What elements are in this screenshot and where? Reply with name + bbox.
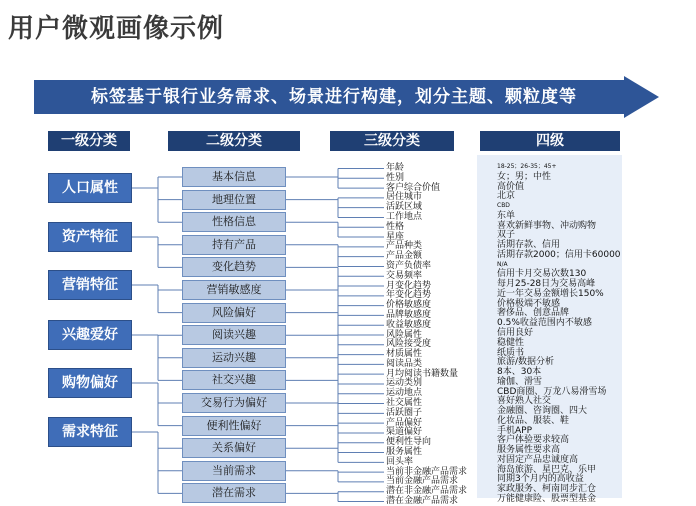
header-level1: 一级分类 — [48, 131, 130, 151]
level3-item: 客户综合价值 — [386, 182, 441, 193]
level2-item: 关系偏好 — [182, 438, 286, 458]
level4-item: 信用卡月交易次数130 — [497, 269, 587, 280]
level4-item: 高价值 — [497, 181, 525, 192]
level3-item: 月均阅读书籍数量 — [386, 368, 459, 379]
level4-item: 金融圈、咨询圈、四大 — [497, 406, 588, 417]
level4-item: 喜欢新鲜事物、冲动购物 — [497, 220, 597, 231]
level2-item: 持有产品 — [182, 235, 286, 255]
level2-item: 阅读兴趣 — [182, 325, 286, 345]
level4-item: 万能健康险、股票型基金 — [497, 494, 597, 504]
level4-item: 稳健性 — [497, 337, 525, 348]
level4-item: 双子 — [497, 230, 516, 241]
level4-item: 瑜伽、滑雪 — [497, 376, 543, 387]
level4-item: 近一年交易金额增长150% — [497, 288, 604, 299]
level1-item: 资产特征 — [48, 222, 132, 252]
level4-item: 旅游/数据分析 — [497, 357, 555, 368]
level3-item: 风险接受度 — [386, 339, 432, 350]
level1-item: 需求特征 — [48, 417, 132, 447]
level3-item: 收益敏感度 — [386, 319, 432, 330]
level3-item: 性别 — [386, 172, 405, 183]
level4-item: 服务属性要求高 — [497, 445, 561, 456]
level2-item: 当前需求 — [182, 461, 286, 481]
level4-item: 价格极端不敏感 — [497, 298, 561, 309]
level3-item: 当前金融产品需求 — [386, 476, 459, 487]
level3-item: 渠道偏好 — [386, 427, 423, 438]
level4-item: 家政服务、柯南同步汇仓 — [497, 484, 597, 495]
level4-item: 纸质书 — [497, 347, 525, 358]
level4-item: 客户体验要求较高 — [497, 435, 570, 446]
level3-item: 年变化趋势 — [386, 290, 432, 301]
level4-item: 海岛旅游、星巴克、乐甲 — [497, 464, 597, 475]
level3-item: 风险属性 — [386, 329, 423, 340]
level4-item: 每月25-28日为交易高峰 — [497, 279, 596, 290]
level3-item: 当前非金融产品需求 — [386, 466, 468, 477]
level3-item: 年龄 — [386, 163, 405, 173]
level4-item: 对固定产品忠诚度高 — [497, 454, 579, 465]
level4-item: 0.5%收益范围内不敏感 — [497, 318, 592, 329]
level3-item: 材质属性 — [386, 349, 423, 360]
level3-item: 潜在非金融产品需求 — [386, 486, 468, 497]
level3-item: 工作地点 — [386, 211, 423, 222]
header-level3: 三级分类 — [330, 131, 454, 151]
level2-item: 便利性偏好 — [182, 416, 286, 436]
level3-item: 产品种类 — [386, 241, 423, 252]
level3-item: 运动地点 — [386, 388, 423, 399]
level4-item: 18-25；26-35；45+ — [497, 163, 557, 170]
header-level2: 二级分类 — [168, 131, 300, 151]
level3-item: 活跃圈子 — [386, 407, 423, 418]
level2-item: 地理位置 — [182, 190, 286, 210]
level3-item: 社交属性 — [386, 398, 423, 409]
level4-item: 手机APP — [497, 425, 533, 436]
level4-item: 信用良好 — [497, 328, 534, 338]
level3-item: 产品偏好 — [386, 417, 423, 428]
level3-item: 产品金额 — [386, 251, 423, 262]
level4-item: 奢侈品、创意品牌 — [497, 308, 570, 319]
banner-text: 标签基于银行业务需求、场景进行构建，划分主题、颗粒度等 — [91, 87, 577, 107]
level4-item: 北京 — [497, 191, 516, 202]
level3-item: 服务属性 — [386, 447, 423, 458]
level1-item: 兴趣爱好 — [48, 320, 132, 350]
level3-item: 价格敏感度 — [386, 300, 432, 311]
level4-item: 化妆品、服装、鞋 — [497, 415, 570, 426]
level1-item: 营销特征 — [48, 270, 132, 300]
header-level4: 四级 — [480, 131, 620, 151]
page-title: 用户微观画像示例 — [8, 14, 225, 44]
level3-item: 资产负债率 — [386, 260, 432, 271]
level4-item: 女；男；中性 — [497, 171, 552, 182]
level3-item: 潜在金融产品需求 — [386, 496, 459, 506]
level4-item: 东单 — [497, 210, 516, 221]
level4-item: 喜好熟人社交 — [497, 396, 552, 407]
level2-item: 潜在需求 — [182, 483, 286, 503]
level2-item: 运动兴趣 — [182, 348, 286, 368]
level3-item: 性格 — [386, 221, 405, 232]
level1-item: 购物偏好 — [48, 368, 132, 398]
level3-item: 交易频率 — [386, 270, 423, 281]
level3-item: 星座 — [386, 231, 405, 242]
level2-item: 社交兴趣 — [182, 370, 286, 390]
level1-item: 人口属性 — [48, 173, 132, 203]
level3-item: 便利性导向 — [386, 437, 432, 448]
level4-item: N/A — [497, 260, 508, 268]
level4-item: 活期存款2000；信用卡60000 — [497, 249, 621, 260]
level3-item: 月变化趋势 — [386, 280, 432, 291]
level4-item: 活期存款、信用 — [497, 240, 561, 251]
level3-item: 阅读品类 — [386, 358, 423, 369]
level2-item: 营销敏感度 — [182, 280, 286, 300]
level4-item: CBD — [497, 202, 510, 210]
level2-item: 变化趋势 — [182, 257, 286, 277]
level3-item: 居住城市 — [386, 192, 423, 203]
level4-item: 8本、30本 — [497, 367, 542, 378]
level4-item: 同期3个月内的高收益 — [497, 474, 584, 485]
level3-item: 品牌敏感度 — [386, 309, 432, 320]
level2-item: 交易行为偏好 — [182, 393, 286, 413]
level2-item: 基本信息 — [182, 167, 286, 187]
level3-item: 回头率 — [386, 456, 414, 467]
level4-item: CBD商圈、万龙八易滑雪场 — [497, 386, 607, 397]
level3-item: 运动类别 — [386, 378, 423, 389]
level2-item: 风险偏好 — [182, 303, 286, 323]
level3-item: 活跃区域 — [386, 202, 423, 213]
level2-item: 性格信息 — [182, 212, 286, 232]
